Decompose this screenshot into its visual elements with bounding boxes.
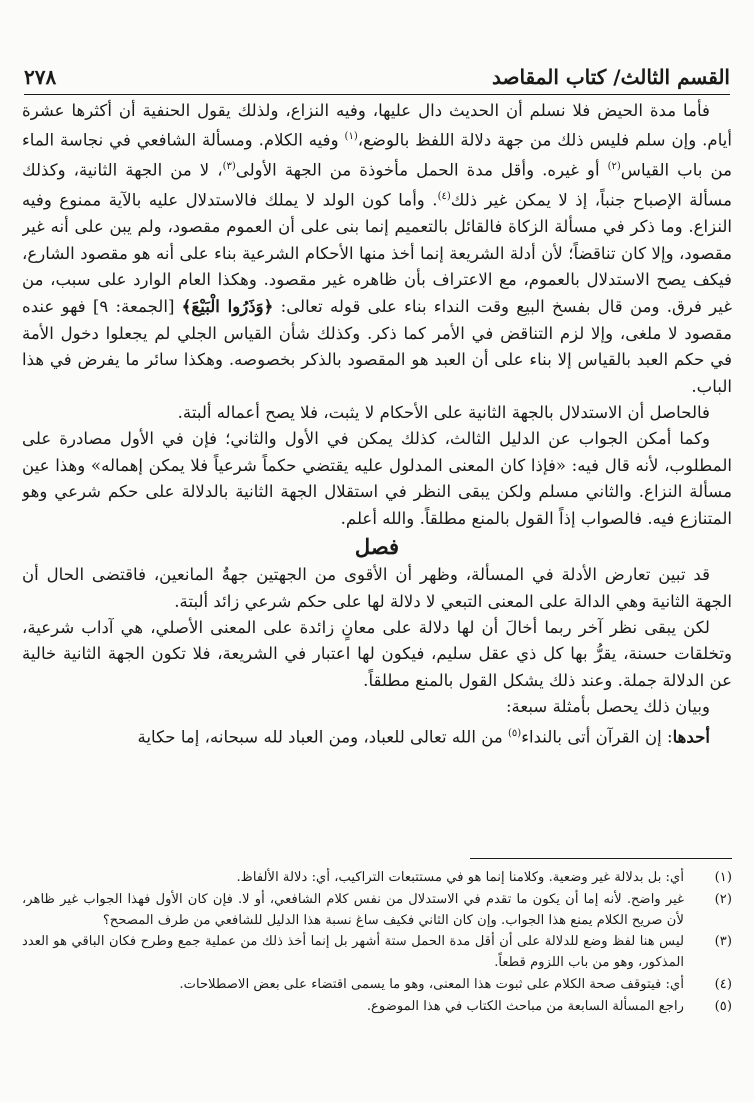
footnote-text: أي: فيتوقف صحة الكلام على ثبوت هذا المعنى، وهو ما يسمى اقتضاء على بعض الاصطلاحات. bbox=[179, 976, 684, 992]
section-heading: فصل bbox=[354, 534, 400, 560]
footnote bbox=[22, 932, 732, 974]
footnote-number: (٢) bbox=[714, 891, 732, 907]
page-header bbox=[24, 60, 730, 95]
quran-verse: ﴿وَذَرُوا الْبَيْعَ﴾ bbox=[181, 296, 274, 317]
text-run: من الله تعالى للعباد، ومن العباد لله سبحانه، إما حكاية bbox=[137, 727, 508, 747]
paragraph: فالحاصل أن الاستدلال بالجهة الثانية على الأحكام لا يثبت، فلا يصح أعماله ألبتة. bbox=[177, 403, 710, 423]
footnote-text: أي: بل بدلالة غير وضعية. وكلامنا إنما هو في مستتبعات التراكيب، أي: دلالة الألفاظ. bbox=[236, 870, 684, 885]
running-title: القسم الثالث/ كتاب المقاصد bbox=[491, 65, 730, 89]
footnotes bbox=[22, 868, 732, 1073]
footnote-ref: (١) bbox=[344, 131, 358, 143]
paragraph: وبيان ذلك يحصل بأمثلة سبعة: bbox=[505, 697, 710, 717]
footnote-ref: (٢) bbox=[607, 161, 621, 173]
footnote-number: (١) bbox=[714, 870, 732, 885]
footnote-number: (٣) bbox=[714, 934, 732, 950]
footnote bbox=[22, 890, 732, 932]
paragraph: لكن يبقى نظر آخر ربما أخالَ أن لها دلالة على معانٍ زائدة على المعنى الأصلي، هي آداب شرعية، وتخلقات حسنة، يقرُّ بها كل ذي عقل سليم، فيكون لها اعتبار في الشريعة، فلا تكون الجهة الثانية خالية عن الدلالة جملة. وعند ذلك يشكل القول بالمنع مطلقاً. bbox=[22, 617, 732, 690]
text-run: فأما مدة الحيض فلا نسلم أن الحديث دال عليها، وفيه النزاع، ولذلك يقول الحنفية أن أكثرها عشرة أيام. وإن سلم فليس ذلك من جهة دلالة اللفظ بالوضع، bbox=[22, 101, 732, 150]
text-run: . وأما كون الولد لا يملك فالاستدلال عليه بالآية ممنوع وفيه النزاع. وما ذكر في مسألة الزكاة فالقائل بالتعميم إنما بنى على أن العموم مقصود، ولم يبن على أنه غير مقصود، وإلا كان تناقضاً؛ لأن أدلة الشريعة إنما أخذ منها الأحكام الشرعية بناء على أنه هو مقصود الشارع، فيكف يصح الاستدلال بالعموم، مع الاعتراف بأن ظاهره غير مقصود. وهكذا العام الوارد على سبب، من غير فرق. ومن قال بفسخ البيع وقت النداء بناء على قوله تعالى: bbox=[22, 190, 732, 317]
main-text bbox=[22, 98, 732, 838]
bold-lead: أحدها bbox=[672, 726, 710, 747]
footnote-number: (٤) bbox=[714, 976, 732, 992]
footnote-ref: (٥) bbox=[508, 727, 522, 739]
text-run: : إن القرآن أتى بالنداء bbox=[521, 727, 673, 747]
text-run: [الجمعة: ٩] فهو عنده مقصود لا ملغى، وإلا لزم التناقض في الأمر كما ذكر. وكذلك شأن القياس الجلي لم يجعلوا دخول الأمة في حكم العبد بالقياس إلا بناء على أن العبد هو المقصود بالذكر بخصوصه. وهكذا سائر ما يفرض في هذا الباب. bbox=[22, 297, 732, 396]
footnote-ref: (٤) bbox=[437, 191, 451, 203]
paragraph bbox=[22, 98, 732, 400]
footnote-text: غير واضح. لأنه إما أن يكون ما تقدم في الاستدلال من نفس كلام الشافعي، أو لا. فإن كان الأول فهذا الجواب غير ظاهر، لأن صريح الكلام يمنع هذا الجواب. وإن كان الثاني فكيف ساغ نسبة هذا الدليل للشافعي من طرف المصحح؟ bbox=[22, 891, 684, 928]
paragraph bbox=[22, 721, 732, 751]
paragraph: قد تبين تعارض الأدلة في المسألة، وظهر أن الأقوى من الجهتين جهةُ المانعين، فاقتضى الحال أن الجهة الثانية وهي الدالة على المعنى التبعي لا دلالة لها على حكم شرعي زائد ألبتة. bbox=[22, 565, 732, 611]
page-number: ٢٧٨ bbox=[24, 65, 57, 89]
footnote bbox=[22, 997, 732, 1018]
footnote bbox=[22, 975, 732, 996]
footnote bbox=[22, 868, 732, 889]
text-run: ، لا من الجهة الثانية، وكذلك مسألة الإصباح جنباً، إذ لا يمكن غير ذلك bbox=[22, 160, 732, 210]
footnote-number: (٥) bbox=[714, 998, 732, 1014]
text-run: أو غيره. وأقل مدة الحمل مأخوذة من الجهة الأولى bbox=[235, 160, 608, 180]
footnote-text: ليس هنا لفظ وضع للدلالة على أن أقل مدة الحمل ستة أشهر بل إنما أخذ ذلك من عملية جمع وطرح فكان الباقي هو العدد المذكور، وهو من باب اللزوم قطعاً. bbox=[22, 934, 684, 971]
footnote-separator bbox=[470, 858, 732, 859]
text-run: وفيه الكلام. ومسألة الشافعي في نجاسة الماء من باب القياس bbox=[22, 130, 732, 180]
footnote-text: راجع المسألة السابعة من مباحث الكتاب في هذا الموضوع. bbox=[366, 998, 684, 1014]
footnote-ref: (٣) bbox=[222, 161, 236, 173]
paragraph: وكما أمكن الجواب عن الدليل الثالث، كذلك يمكن في الأول والثاني؛ فإن في الأول مصادرة على المطلوب، لأنه قال فيه: «فإذا كان المعنى المدلول عليه يقتضي حكماً شرعياً فلا يمكن إهماله» وهذا عين مسألة النزاع. والثاني مسلم ولكن يبقى النظر في استقلال الجهة الثانية بالدلالة على حكم شرعي وهو المتنازع فيه. فالصواب إذاً القول بالمنع مطلقاً. والله أعلم. bbox=[22, 429, 732, 528]
